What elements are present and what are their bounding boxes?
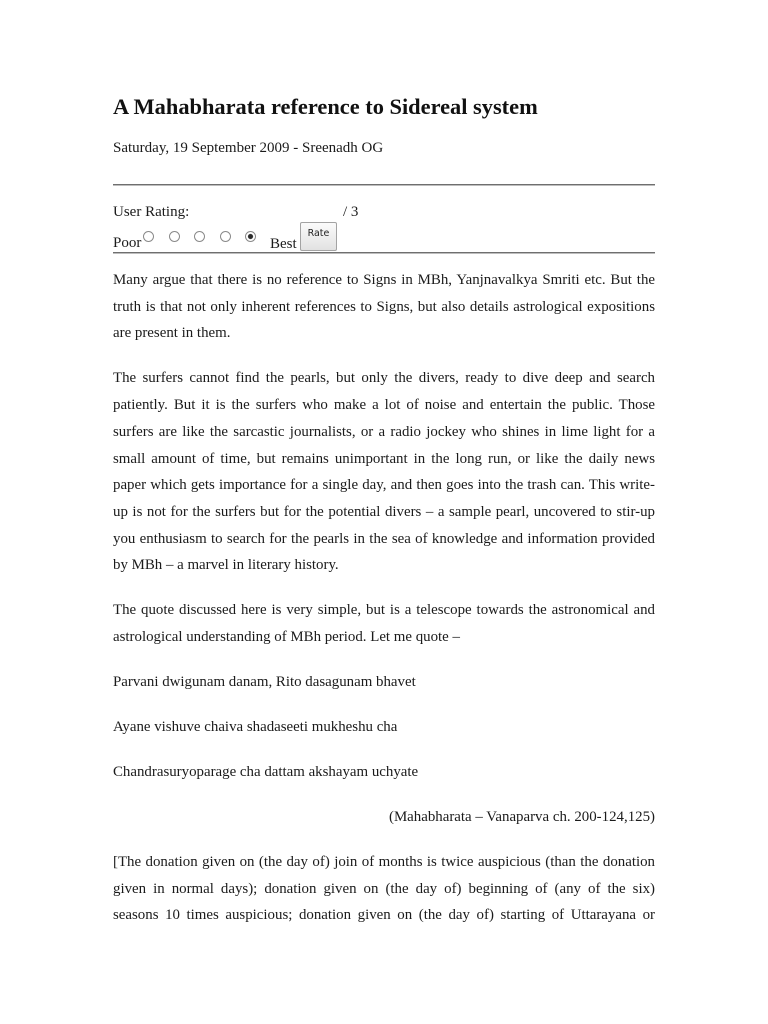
- divider: [113, 184, 655, 186]
- quote-verse: [113, 759, 655, 786]
- rating-option-4[interactable]: [220, 231, 231, 242]
- paragraph-line: The quote discussed here is very simple, but is a telescope towards the astronomical and: [113, 602, 655, 619]
- verse-line: Chandrasuryoparage cha dattam akshayam uchyate: [113, 764, 419, 781]
- rating-high-label: Best: [270, 236, 297, 252]
- citation-text: (Mahabharata – Vanaparva ch. 200-124,125): [388, 809, 655, 826]
- paragraph-line: surfers are like the sarcastic journalists, or a radio jockey who shines in lime light for a: [113, 423, 655, 440]
- article-title: A Mahabharata reference to Sidereal system: [113, 94, 538, 119]
- paragraph-line: seasons 10 times auspicious; donation given on (the day of) starting of Uttarayana or: [113, 907, 655, 924]
- quote-verse: [113, 714, 655, 741]
- paragraph-line: The surfers cannot find the pearls, but only the divers, ready to dive deep and search: [113, 370, 655, 387]
- user-rating-label: User Rating:: [113, 204, 190, 220]
- user-rating-form: [113, 187, 655, 252]
- paragraph-line: you enthusiasm to search for the pearls in the sea of knowledge and information provided: [113, 530, 655, 547]
- paragraph-line: patiently. But it is the surfers who make a lot of noise and entertain the public. Those: [113, 397, 655, 414]
- rating-options: [143, 231, 271, 242]
- paragraph-line: by MBh – a marvel in literary history.: [113, 557, 339, 574]
- paragraph-line: astrological understanding of MBh period. Let me quote –: [113, 629, 460, 646]
- rating-option-5[interactable]: [245, 231, 256, 242]
- divider: [113, 252, 655, 254]
- rating-option-3[interactable]: [194, 231, 205, 242]
- quote-verse: [113, 669, 655, 696]
- paragraph-line: paper which gets importance for a single day, and then goes into the trash can. This write-: [113, 477, 655, 494]
- paragraph: [113, 849, 655, 929]
- paragraph-line: up is not for the surfers but for the potential divers – a sample pearl, uncovered to stir-up: [113, 503, 655, 520]
- paragraph: [113, 365, 655, 579]
- rating-low-label: Poor: [113, 235, 142, 251]
- verse-line: Ayane vishuve chaiva shadaseeti mukheshu cha: [113, 719, 398, 736]
- article-body: [113, 267, 655, 947]
- rating-option-2[interactable]: [169, 231, 180, 242]
- paragraph-line: are present in them.: [113, 325, 231, 342]
- paragraph: [113, 597, 655, 650]
- paragraph-line: truth is that not only inherent references to Signs, but also details astrological expositions: [113, 298, 655, 315]
- rating-scale-text: / 3: [343, 204, 359, 220]
- paragraph-line: given in normal days); donation given on (the day of) beginning of (any of the six): [113, 880, 655, 897]
- paragraph-line: small amount of time, but remains unimportant in the long run, or like the daily news: [113, 450, 655, 467]
- paragraph-line: Many argue that there is no reference to Signs in MBh, Yanjnavalkya Smriti etc. But the: [113, 272, 655, 288]
- paragraph-line: [The donation given on (the day of) join of months is twice auspicious (than the donation: [113, 854, 655, 871]
- quote-citation: [113, 804, 655, 831]
- article-page: [113, 0, 655, 1024]
- verse-line: Parvani dwigunam danam, Rito dasagunam bhavet: [113, 674, 416, 691]
- article-byline: Saturday, 19 September 2009 - Sreenadh OG: [113, 140, 384, 156]
- paragraph: [113, 267, 655, 347]
- rating-option-1[interactable]: [143, 231, 154, 242]
- rate-button[interactable]: Rate: [300, 222, 337, 251]
